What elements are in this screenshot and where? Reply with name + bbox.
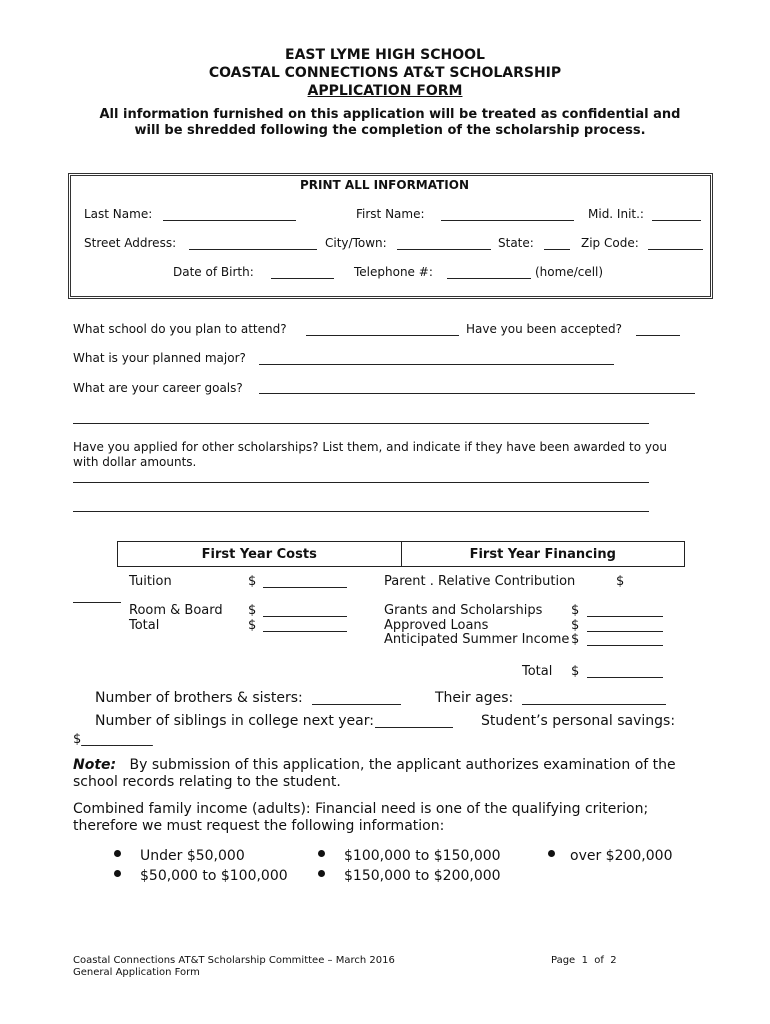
tuition-dollar: $	[248, 574, 257, 589]
note-text-2: school records relating to the student.	[73, 774, 341, 790]
footer-form-name: General Application Form	[73, 967, 200, 978]
bullet-icon	[114, 850, 121, 857]
major-question: What is your planned major?	[73, 351, 246, 365]
attend-question: What school do you plan to attend?	[73, 322, 287, 336]
college-siblings-label: Number of siblings in college next year:	[95, 713, 374, 729]
career-field[interactable]	[259, 393, 695, 394]
confidential-notice-1: All information furnished on this application will be treated as confidential and	[99, 107, 681, 122]
room-board-label: Room & Board	[129, 603, 223, 618]
first-name-field[interactable]	[441, 220, 574, 221]
room-board-field[interactable]	[263, 616, 347, 617]
income-text-2: therefore we must request the following information:	[73, 818, 445, 834]
financing-heading: First Year Financing	[469, 547, 616, 562]
financing-total-field[interactable]	[587, 677, 663, 678]
confidential-notice-2: will be shredded following the completion of the scholarship process.	[134, 123, 646, 138]
bullet-icon	[318, 850, 325, 857]
first-name-label: First Name:	[356, 207, 425, 221]
costs-total-field[interactable]	[263, 631, 347, 632]
siblings-label: Number of brothers & sisters:	[95, 690, 303, 706]
mid-init-field[interactable]	[652, 220, 701, 221]
last-name-field[interactable]	[163, 220, 296, 221]
siblings-field[interactable]	[312, 704, 401, 705]
tuition-field[interactable]	[263, 587, 347, 588]
loans-field[interactable]	[587, 631, 663, 632]
zip-label: Zip Code:	[581, 236, 639, 250]
phone-label: Telephone #:	[354, 265, 433, 279]
street-field[interactable]	[189, 249, 317, 250]
savings-label: Student’s personal savings:	[481, 713, 676, 729]
loans-label: Approved Loans	[384, 618, 489, 633]
state-field[interactable]	[544, 249, 570, 250]
tuition-overflow-line	[73, 602, 121, 603]
footer-committee: Coastal Connections AT&T Scholarship Committee – March 2016	[73, 955, 395, 966]
income-text-1: Combined family income (adults): Financial need is one of the qualifying criterion;	[73, 801, 649, 817]
cost-financing-header	[117, 541, 685, 567]
program-name: COASTAL CONNECTIONS AT&T SCHOLARSHIP	[208, 65, 562, 81]
income-option-under-50k[interactable]: Under $50,000	[140, 848, 245, 864]
attend-field[interactable]	[306, 335, 459, 336]
parent-contribution-dollar: $	[616, 574, 625, 589]
grants-label: Grants and Scholarships	[384, 603, 543, 618]
zip-field[interactable]	[648, 249, 703, 250]
street-label: Street Address:	[84, 236, 177, 250]
last-name-label: Last Name:	[84, 207, 153, 221]
bullet-icon	[548, 850, 555, 857]
career-question: What are your career goals?	[73, 381, 243, 395]
tuition-label: Tuition	[129, 574, 172, 589]
grants-field[interactable]	[587, 616, 663, 617]
summer-income-label: Anticipated Summer Income	[384, 632, 570, 647]
college-siblings-field[interactable]	[375, 727, 453, 728]
major-field[interactable]	[259, 364, 614, 365]
ages-field[interactable]	[522, 704, 666, 705]
financing-total-label: Total	[522, 664, 553, 679]
other-scholarships-question-1: Have you applied for other scholarships? List them, and indicate if they have been awarded to you	[73, 440, 667, 454]
income-option-50k-100k[interactable]: $50,000 to $100,000	[140, 868, 288, 884]
bullet-icon	[114, 870, 121, 877]
city-field[interactable]	[397, 249, 491, 250]
ages-label: Their ages:	[435, 690, 514, 706]
dob-field[interactable]	[271, 278, 334, 279]
parent-contribution-label: Parent . Relative Contribution	[384, 574, 576, 589]
costs-total-dollar: $	[248, 618, 257, 633]
financing-total-dollar: $	[571, 664, 580, 679]
phone-field[interactable]	[447, 278, 531, 279]
other-scholarships-question-2: with dollar amounts.	[73, 455, 197, 469]
income-option-100k-150k[interactable]: $100,000 to $150,000	[344, 848, 501, 864]
costs-total-label: Total	[129, 618, 160, 633]
phone-suffix: (home/cell)	[535, 265, 604, 279]
dob-label: Date of Birth:	[173, 265, 254, 279]
summer-income-field[interactable]	[587, 645, 663, 646]
career-field-extra[interactable]	[73, 423, 649, 424]
school-name: EAST LYME HIGH SCHOOL	[285, 47, 485, 63]
state-label: State:	[498, 236, 534, 250]
savings-amount[interactable]: $___________	[73, 732, 153, 747]
note-text-1: By submission of this application, the applicant authorizes examination of the	[129, 757, 676, 773]
income-option-150k-200k[interactable]: $150,000 to $200,000	[344, 868, 501, 884]
note-label: Note:	[73, 757, 117, 773]
other-scholarships-field-2[interactable]	[73, 511, 649, 512]
accepted-field[interactable]	[636, 335, 680, 336]
grants-dollar: $	[571, 603, 580, 618]
bullet-icon	[318, 870, 325, 877]
income-option-over-200k[interactable]: over $200,000	[570, 848, 673, 864]
loans-dollar: $	[571, 618, 580, 633]
room-board-dollar: $	[248, 603, 257, 618]
mid-init-label: Mid. Init.:	[588, 207, 644, 221]
accepted-question: Have you been accepted?	[466, 322, 622, 336]
form-title: APPLICATION FORM	[307, 83, 463, 99]
print-heading: PRINT ALL INFORMATION	[300, 178, 470, 192]
other-scholarships-field-1[interactable]	[73, 482, 649, 483]
footer-page-number: Page 1 of 2	[551, 955, 617, 966]
city-label: City/Town:	[325, 236, 387, 250]
costs-heading: First Year Costs	[118, 542, 402, 566]
summer-income-dollar: $	[571, 632, 580, 647]
